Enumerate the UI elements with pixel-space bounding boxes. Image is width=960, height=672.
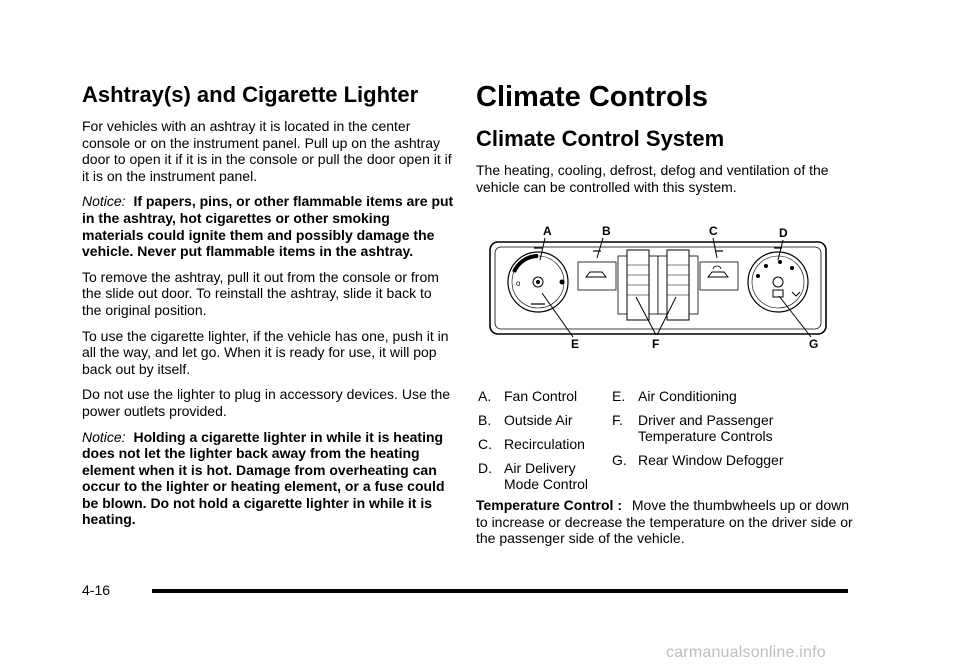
ashtray-paragraph-1: For vehicles with an ashtray it is located in the center console or on the instrument panel. Pull up on the ashtray door to open it if it is in the console or pull the door open it if it is on the instrument panel.: [82, 118, 452, 184]
notice-1-label: Notice:: [82, 193, 126, 210]
notice-2-text: Holding a cigarette lighter in while it is heating does not let the lighter back away from the heating element when it is hot. Damage from overheating can occur to the lighter or heating element, or a fuse could be blown. Do not hold a cigarette lighter in while it is heating.: [82, 428, 445, 528]
climate-system-title: Climate Control System: [476, 126, 725, 151]
page-number: 4-16: [82, 582, 111, 598]
label-c: C: [709, 224, 718, 238]
chapter-title: Climate Controls: [476, 81, 709, 113]
legend-item-b: [478, 412, 608, 428]
legend-item-c: [478, 436, 608, 452]
lighter-paragraph-2: Do not use the lighter to plug in accessory devices. Use the power outlets provided.: [82, 386, 451, 419]
climate-intro: The heating, cooling, defrost, defog and ventilation of the vehicle can be controlled with this system.: [476, 162, 829, 195]
temperature-thumbwheels[interactable]: [618, 250, 698, 320]
notice-1: [82, 193, 454, 259]
legend-text: Outside Air: [504, 412, 573, 428]
ashtray-paragraph-2: To remove the ashtray, pull it out from the console or from the slide out door. To reinstall the ashtray, slide it back to the original position.: [82, 268, 439, 318]
label-e: E: [571, 337, 580, 351]
legend-left-column: [478, 388, 608, 500]
label-b: B: [602, 224, 611, 238]
watermark: carmanualsonline.info: [666, 644, 826, 661]
right-column: [476, 80, 856, 204]
svg-text:o: o: [516, 279, 521, 288]
legend-item-f: [612, 412, 852, 444]
legend-letter: F.: [612, 412, 623, 428]
legend-text: Rear Window Defogger: [638, 452, 784, 468]
temperature-control-paragraph: [476, 497, 856, 547]
legend-right-column: [612, 388, 852, 476]
ashtray-section-title: Ashtray(s) and Cigarette Lighter: [82, 82, 419, 107]
legend-text: Driver and Passenger Temperature Controls: [638, 412, 774, 444]
legend-item-d: [478, 460, 608, 492]
notice-2: [82, 429, 454, 529]
notice-2-label: Notice:: [82, 428, 126, 445]
legend-text: Air Delivery Mode Control: [504, 460, 589, 492]
temperature-control-label: Temperature Control :: [476, 497, 622, 513]
footer-rule: [152, 589, 848, 593]
legend-letter: E.: [612, 388, 626, 404]
legend-item-e: [612, 388, 852, 404]
legend-letter: B.: [478, 412, 492, 428]
legend-item-g: [612, 452, 852, 468]
climate-control-diagram: [476, 220, 856, 360]
temperature-control-text: Move the thumbwheels up or down to increase or decrease the temperature on the driver side or the passenger side of the vehicle.: [476, 497, 853, 547]
legend-letter: D.: [478, 460, 492, 476]
label-a: A: [543, 224, 552, 238]
label-d: D: [779, 226, 788, 240]
legend-text: Fan Control: [504, 388, 578, 404]
legend-item-a: [478, 388, 608, 404]
lighter-paragraph-1: To use the cigarette lighter, if the vehicle has one, push it in all the way, and let go. When it is ready for use, it will pop back out by itself.: [82, 327, 449, 377]
notice-1-text: If papers, pins, or other flammable items are put in the ashtray, hot cigarettes or other smoking materials could ignite them and possibly damage the vehicle. Never put flammable items in the ashtray.: [82, 193, 454, 260]
left-column: [82, 82, 454, 537]
legend-letter: C.: [478, 436, 492, 452]
legend-text: Recirculation: [504, 436, 585, 452]
legend-text: Air Conditioning: [638, 388, 737, 404]
label-f: F: [652, 337, 660, 351]
legend-letter: A.: [478, 388, 492, 404]
label-g: G: [809, 337, 819, 351]
legend-letter: G.: [612, 452, 627, 468]
